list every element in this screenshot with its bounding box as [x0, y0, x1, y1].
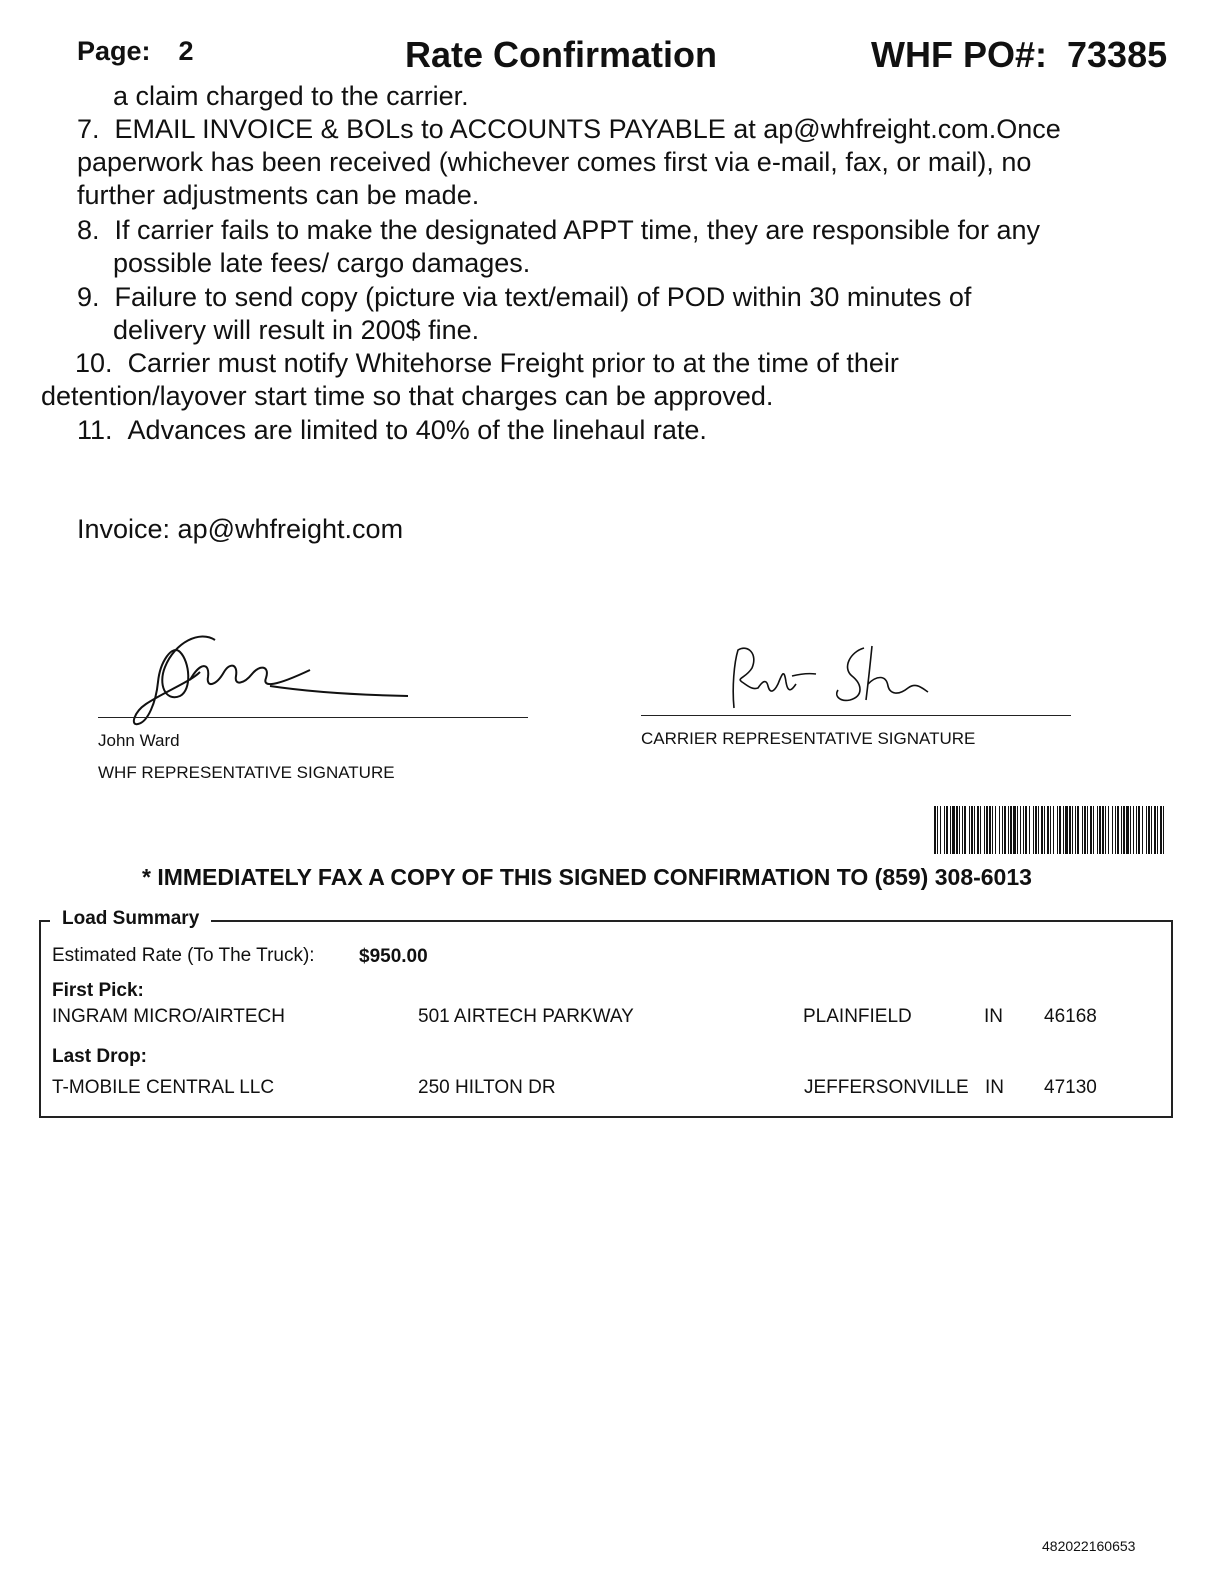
barcode-bar — [1059, 806, 1061, 854]
terms-continuation: a claim charged to the carrier. — [113, 81, 469, 111]
po-value: 73385 — [1067, 34, 1168, 75]
barcode-bar — [1157, 806, 1158, 854]
barcode-bar — [1102, 806, 1104, 854]
barcode-bar — [940, 806, 941, 854]
barcode-bar — [1126, 806, 1129, 854]
barcode-bar — [946, 806, 948, 854]
term-10-number: 10. — [75, 348, 113, 378]
term-7-text: EMAIL INVOICE & BOLs to ACCOUNTS PAYABLE at ap@whfreight.com.Once — [114, 114, 1061, 144]
term-10-text: Carrier must notify Whitehorse Freight prior to at the time of their — [127, 348, 899, 378]
po-number — [871, 34, 1167, 76]
barcode-bar — [1084, 806, 1086, 854]
barcode-bar — [1130, 806, 1131, 854]
barcode-bar — [1065, 806, 1068, 854]
barcode-bar — [952, 806, 955, 854]
barcode-bar — [1133, 806, 1134, 854]
barcode-bar — [1047, 806, 1049, 854]
barcode-bar — [1138, 806, 1140, 854]
first-pick-city: PLAINFIELD — [803, 1006, 912, 1027]
barcode-bar — [956, 806, 958, 854]
barcode-bar — [937, 806, 938, 854]
term-10-line-2: detention/layover start time so that charges can be approved. — [41, 381, 774, 411]
barcode-bar — [1154, 806, 1156, 854]
barcode-bar — [1136, 806, 1137, 854]
barcode-bar — [1020, 806, 1021, 854]
whf-signature-line — [98, 717, 528, 718]
barcode-bar — [1035, 806, 1037, 854]
document-title: Rate Confirmation — [405, 34, 718, 75]
barcode-bar — [986, 806, 988, 854]
barcode-bar — [1093, 806, 1094, 854]
invoice-email: Invoice: ap@whfreight.com — [77, 514, 404, 544]
barcode-bar — [1151, 806, 1152, 854]
term-9-line-1 — [77, 281, 971, 314]
barcode-bar — [1112, 806, 1113, 854]
term-8-number: 8. — [77, 215, 100, 245]
term-8-line-2: possible late fees/ cargo damages. — [113, 248, 531, 278]
rate-label: Estimated Rate (To The Truck): — [52, 945, 315, 966]
barcode-bar — [1121, 806, 1122, 854]
barcode-bar — [1072, 806, 1073, 854]
last-drop-city: JEFFERSONVILLE — [804, 1077, 969, 1098]
barcode-bar — [959, 806, 960, 854]
barcode-bar — [1108, 806, 1109, 854]
barcode-bar — [944, 806, 945, 854]
barcode-bar — [1160, 806, 1162, 854]
term-8-line-1 — [77, 214, 1040, 247]
term-11-number: 11. — [77, 415, 113, 445]
term-7-line-1 — [77, 113, 1061, 146]
barcode-bar — [992, 806, 993, 854]
last-drop-state: IN — [985, 1077, 1004, 1098]
page-indicator — [77, 36, 194, 67]
barcode-bar — [1053, 806, 1054, 854]
barcode-bar — [1050, 806, 1051, 854]
barcode-bar — [934, 806, 936, 854]
barcode-bar — [1013, 806, 1016, 854]
barcode-bar — [1099, 806, 1101, 854]
last-drop-address: 250 HILTON DR — [418, 1077, 556, 1098]
first-pick-label: First Pick: — [52, 980, 144, 1001]
barcode-bar — [1146, 806, 1147, 854]
barcode-bar — [1004, 806, 1006, 854]
last-drop-zip: 47130 — [1044, 1077, 1097, 1098]
barcode-bar — [1057, 806, 1058, 854]
term-11-line-1 — [77, 414, 707, 447]
barcode-bar — [1025, 806, 1027, 854]
term-7-number: 7. — [77, 114, 100, 144]
barcode-bar — [1044, 806, 1045, 854]
carrier-signature-line — [641, 715, 1071, 716]
barcode-bar — [1041, 806, 1043, 854]
barcode-bar — [971, 806, 973, 854]
barcode-bar — [1033, 806, 1034, 854]
carrier-signature-label: CARRIER REPRESENTATIVE SIGNATURE — [641, 729, 976, 748]
term-10-line-1 — [75, 347, 899, 380]
barcode-bar — [984, 806, 985, 854]
barcode-bar — [977, 806, 979, 854]
first-pick-name: INGRAM MICRO/AIRTECH — [52, 1006, 285, 1027]
load-summary-title: Load Summary — [50, 908, 211, 930]
barcode-bar — [1142, 806, 1143, 854]
term-8-text: If carrier fails to make the designated APPT time, they are responsible for any — [114, 215, 1041, 245]
term-7-line-3: further adjustments can be made. — [77, 180, 480, 210]
barcode-bar — [1077, 806, 1079, 854]
barcode-bar — [950, 806, 951, 854]
whf-signature-label: WHF REPRESENTATIVE SIGNATURE — [98, 763, 395, 782]
barcode-bar — [1087, 806, 1088, 854]
page-number: 2 — [178, 36, 194, 66]
last-drop-name: T-MOBILE CENTRAL LLC — [52, 1077, 275, 1098]
barcode-bar — [1075, 806, 1076, 854]
barcode-bar — [1008, 806, 1009, 854]
barcode-bar — [1029, 806, 1030, 854]
barcode-bar — [995, 806, 996, 854]
rate-value: $950.00 — [359, 946, 428, 967]
first-pick-state: IN — [984, 1006, 1003, 1027]
barcode-bar — [1105, 806, 1106, 854]
barcode-bar — [980, 806, 981, 854]
term-9-number: 9. — [77, 282, 100, 312]
barcode-bar — [1123, 806, 1125, 854]
barcode-bar — [969, 806, 970, 854]
first-pick-zip: 46168 — [1044, 1006, 1097, 1027]
barcode-bar — [1017, 806, 1018, 854]
barcode-bar — [1038, 806, 1039, 854]
fax-notice: * IMMEDIATELY FAX A COPY OF THIS SIGNED CONFIRMATION TO (859) 308-6013 — [142, 864, 1032, 890]
barcode-bar — [1148, 806, 1150, 854]
barcode-bar — [1115, 806, 1116, 854]
term-9-text: Failure to send copy (picture via text/email) of POD within 30 minutes of — [114, 282, 972, 312]
last-drop-label: Last Drop: — [52, 1046, 147, 1067]
barcode-bar — [1023, 806, 1024, 854]
whf-signer-name: John Ward — [98, 731, 180, 750]
barcode-bar — [964, 806, 966, 854]
whf-signature-image — [120, 622, 420, 732]
carrier-signature-image — [722, 638, 942, 718]
first-pick-address: 501 AIRTECH PARKWAY — [418, 1006, 634, 1027]
term-9-line-2: delivery will result in 200$ fine. — [113, 315, 480, 345]
barcode-bar — [989, 806, 991, 854]
barcode-image — [934, 806, 1165, 854]
barcode-bar — [1082, 806, 1083, 854]
barcode-bar — [1010, 806, 1012, 854]
po-label: WHF PO#: — [871, 34, 1047, 75]
barcode-bar — [1097, 806, 1098, 854]
barcode-bar — [999, 806, 1000, 854]
barcode-bar — [1117, 806, 1119, 854]
barcode-bar — [1069, 806, 1071, 854]
term-11-text: Advances are limited to 40% of the linehaul rate. — [127, 415, 707, 445]
barcode-bar — [1090, 806, 1092, 854]
term-7-line-2: paperwork has been received (whichever comes first via e-mail, fax, or mail), no — [77, 147, 1032, 177]
document-id: 482022160653 — [1042, 1538, 1136, 1554]
page-label: Page: — [77, 36, 151, 66]
barcode-bar — [962, 806, 963, 854]
barcode-bar — [1163, 806, 1164, 854]
barcode-bar — [1063, 806, 1064, 854]
barcode-bar — [974, 806, 975, 854]
barcode-bar — [1002, 806, 1003, 854]
